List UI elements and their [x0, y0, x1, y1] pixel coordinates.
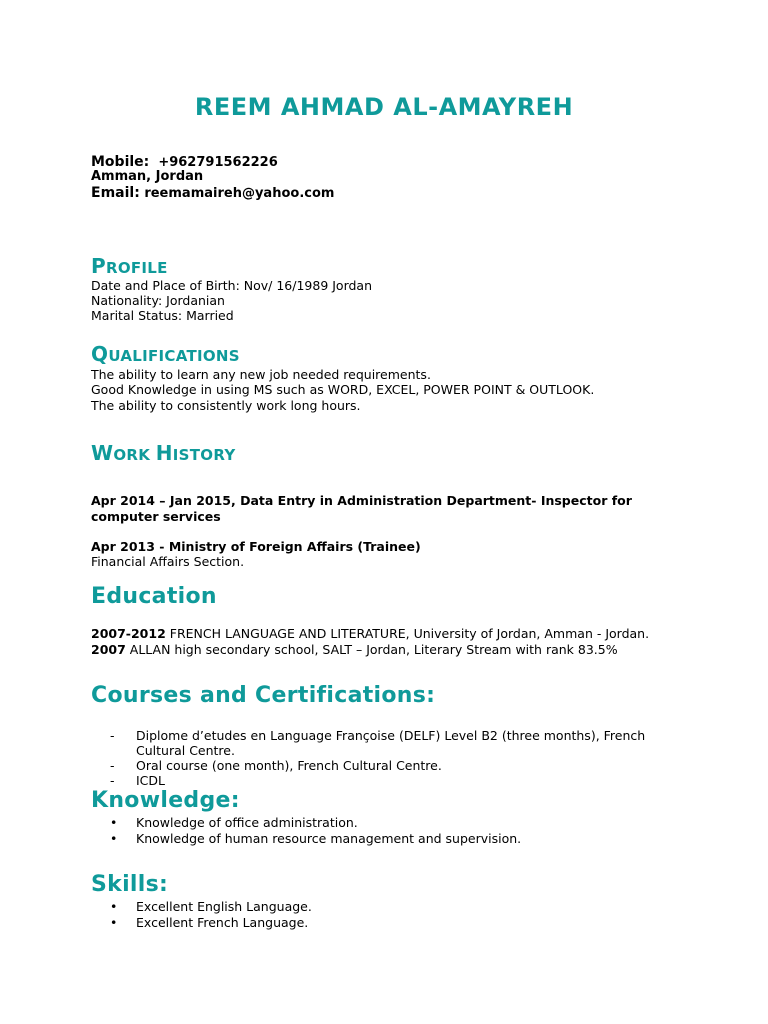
course-text: Diplome d’etudes en Language Françoise (DELF) Level B2 (three months), French Cultural Centre. [136, 728, 646, 758]
candidate-name: REEM AHMAD AL-AMAYREH [194, 93, 574, 121]
profile-heading-rest: ROFILE [105, 259, 168, 277]
list-item [110, 758, 676, 773]
qualifications-heading-rest: UALIFICATIONS [108, 347, 240, 365]
email-value[interactable]: reemamaireh@yahoo.com [144, 186, 335, 201]
qualifications-heading-initial: Q [91, 342, 109, 366]
profile-nationality: Nationality: Jordanian [91, 293, 225, 308]
course-text: ICDL [136, 773, 166, 788]
education-heading: Education [91, 584, 217, 609]
education-detail: ALLAN high secondary school, SALT – Jordan, Literary Stream with rank 83.5% [125, 642, 618, 657]
profile-marital-status: Marital Status: Married [91, 308, 234, 323]
skills-heading: Skills: [91, 872, 169, 897]
email-line [91, 185, 334, 202]
list-item [110, 899, 676, 914]
education-detail: FRENCH LANGUAGE AND LITERATURE, University of Jordan, Amman - Jordan. [165, 626, 650, 641]
list-item [110, 831, 676, 846]
list-item [110, 815, 676, 830]
location-value: Amman, Jordan [91, 169, 204, 184]
email-label: Email: [91, 185, 140, 201]
mobile-label: Mobile: [91, 154, 150, 170]
education-entry [91, 626, 649, 642]
work-history-heading [91, 441, 236, 465]
bullet-icon: • [110, 899, 118, 914]
education-entry [91, 642, 618, 658]
history-heading-initial: H [155, 441, 173, 465]
bullet-icon: • [110, 815, 118, 830]
knowledge-list [110, 815, 676, 846]
education-years: 2007-2012 [91, 626, 166, 641]
qualification-item: The ability to learn any new job needed requirements. [91, 367, 431, 382]
dash-marker: - [110, 773, 115, 788]
list-item [110, 915, 676, 930]
list-item [110, 773, 676, 788]
job-entry-ministry-detail: Financial Affairs Section. [91, 554, 245, 569]
courses-list [110, 728, 676, 788]
qualification-item: Good Knowledge in using MS such as WORD, EXCEL, POWER POINT & OUTLOOK. [91, 382, 595, 397]
dash-marker: - [110, 758, 115, 773]
skill-text: Excellent French Language. [136, 915, 309, 930]
job-entry-ministry: Apr 2013 - Ministry of Foreign Affairs (Trainee) [91, 539, 421, 554]
list-item [110, 728, 676, 758]
job-entry-data-entry: Apr 2014 – Jan 2015, Data Entry in Administration Department- Inspector for computer services [91, 493, 632, 524]
location-line [91, 169, 203, 185]
skills-list [110, 899, 676, 930]
work-heading-rest: ORK [113, 446, 156, 464]
knowledge-heading: Knowledge: [91, 788, 240, 813]
qualification-item: The ability to consistently work long hours. [91, 398, 361, 413]
knowledge-text: Knowledge of human resource management and supervision. [136, 831, 522, 846]
work-heading-initial: W [91, 441, 114, 465]
bullet-icon: • [110, 915, 118, 930]
profile-heading-initial: P [91, 254, 106, 278]
knowledge-text: Knowledge of office administration. [136, 815, 358, 830]
mobile-value: +962791562226 [158, 155, 278, 170]
courses-heading: Courses and Certifications: [91, 683, 436, 708]
bullet-icon: • [110, 831, 118, 846]
course-text: Oral course (one month), French Cultural Centre. [136, 758, 442, 773]
dash-marker: - [110, 728, 115, 743]
profile-heading [91, 254, 168, 278]
qualifications-heading [91, 342, 240, 366]
profile-birth: Date and Place of Birth: Nov/ 16/1989 Jordan [91, 278, 373, 293]
education-years: 2007 [91, 642, 126, 657]
skill-text: Excellent English Language. [136, 899, 312, 914]
history-heading-rest: ISTORY [172, 446, 236, 464]
